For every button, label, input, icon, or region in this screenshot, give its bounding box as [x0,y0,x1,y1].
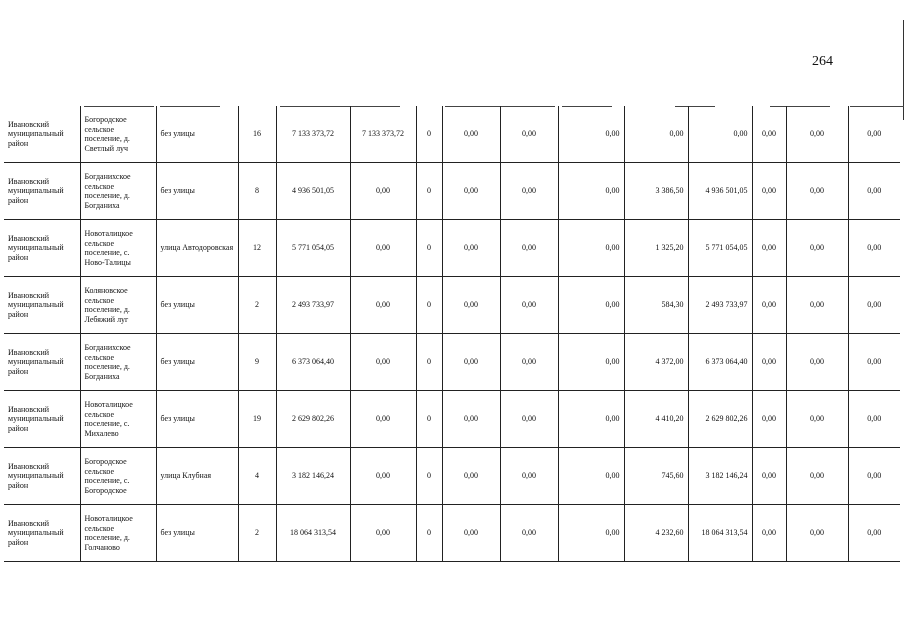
count-cell: 12 [238,220,276,277]
value-cell: 0 [416,505,442,562]
value-cell: 0 [416,106,442,163]
value-cell: 0,00 [848,391,900,448]
value-cell: 0,00 [442,505,500,562]
table-row [4,163,900,220]
value-cell: 0,00 [752,163,786,220]
value-cell: 0,00 [500,277,558,334]
value-cell: 0,00 [558,334,624,391]
count-cell: 19 [238,391,276,448]
area-cell: 0,00 [624,106,688,163]
table-row [4,277,900,334]
area-cell: 4 232,60 [624,505,688,562]
count-cell: 9 [238,334,276,391]
total-cost-cell: 6 373 064,40 [276,334,350,391]
street-cell: улица Автодоровская [156,220,238,277]
value-cell: 0,00 [558,448,624,505]
value-cell: 0,00 [350,220,416,277]
district-cell: Ивановский муниципальный район [4,277,80,334]
count-cell: 2 [238,277,276,334]
street-cell: без улицы [156,505,238,562]
area-cell: 4 410,20 [624,391,688,448]
settlement-cell: Новоталицкое сельское поселение, д. Голчаново [80,505,156,562]
value-cell: 0,00 [558,505,624,562]
value-cell: 6 373 064,40 [688,334,752,391]
street-cell: без улицы [156,106,238,163]
settlement-cell: Богородское сельское поселение, с. Богородское [80,448,156,505]
value-cell: 0,00 [848,220,900,277]
total-cost-cell: 2 629 802,26 [276,391,350,448]
value-cell: 7 133 373,72 [350,106,416,163]
value-cell: 0,00 [752,334,786,391]
total-cost-cell: 18 064 313,54 [276,505,350,562]
value-cell: 0,00 [786,163,848,220]
value-cell: 0,00 [688,106,752,163]
total-cost-cell: 2 493 733,97 [276,277,350,334]
area-cell: 584,30 [624,277,688,334]
value-cell: 0,00 [752,391,786,448]
value-cell: 0 [416,334,442,391]
value-cell: 0,00 [786,505,848,562]
value-cell: 0,00 [350,277,416,334]
value-cell: 0,00 [500,163,558,220]
value-cell: 0,00 [442,334,500,391]
value-cell: 0,00 [752,277,786,334]
value-cell: 0,00 [786,277,848,334]
value-cell: 18 064 313,54 [688,505,752,562]
table-row [4,106,900,163]
value-cell: 0,00 [500,220,558,277]
value-cell: 0,00 [500,391,558,448]
value-cell: 0,00 [558,220,624,277]
value-cell: 0,00 [752,448,786,505]
page-number: 264 [812,54,833,69]
value-cell: 0,00 [442,277,500,334]
data-table [4,106,900,562]
value-cell: 2 629 802,26 [688,391,752,448]
value-cell: 0,00 [558,106,624,163]
district-cell: Ивановский муниципальный район [4,163,80,220]
value-cell: 0 [416,163,442,220]
settlement-cell: Богданихское сельское поселение, д. Богданиха [80,163,156,220]
value-cell: 0,00 [558,391,624,448]
settlement-cell: Новоталицкое сельское поселение, с. Ново-Талицы [80,220,156,277]
table-row [4,334,900,391]
settlement-cell: Новоталицкое сельское поселение, с. Михалево [80,391,156,448]
value-cell: 0,00 [442,163,500,220]
settlement-cell: Коляновское сельское поселение, д. Лебяжий луг [80,277,156,334]
value-cell: 0,00 [848,505,900,562]
value-cell: 0,00 [786,391,848,448]
value-cell: 0,00 [500,106,558,163]
value-cell: 0,00 [350,391,416,448]
district-cell: Ивановский муниципальный район [4,106,80,163]
district-cell: Ивановский муниципальный район [4,391,80,448]
street-cell: без улицы [156,277,238,334]
value-cell: 0,00 [848,106,900,163]
street-cell: улица Клубная [156,448,238,505]
value-cell: 0,00 [442,220,500,277]
value-cell: 4 936 501,05 [688,163,752,220]
district-cell: Ивановский муниципальный район [4,448,80,505]
value-cell: 0,00 [786,334,848,391]
value-cell: 0,00 [786,448,848,505]
street-cell: без улицы [156,163,238,220]
value-cell: 0,00 [558,163,624,220]
area-cell: 3 386,50 [624,163,688,220]
margin-rule [903,20,904,120]
value-cell: 0,00 [848,448,900,505]
table-row [4,220,900,277]
value-cell: 0,00 [752,106,786,163]
value-cell: 0,00 [786,106,848,163]
value-cell: 0,00 [500,334,558,391]
value-cell: 3 182 146,24 [688,448,752,505]
street-cell: без улицы [156,334,238,391]
count-cell: 2 [238,505,276,562]
value-cell: 0,00 [350,505,416,562]
table-row [4,505,900,562]
total-cost-cell: 3 182 146,24 [276,448,350,505]
district-cell: Ивановский муниципальный район [4,220,80,277]
settlement-cell: Богданихское сельское поселение, д. Богданиха [80,334,156,391]
district-cell: Ивановский муниципальный район [4,334,80,391]
total-cost-cell: 7 133 373,72 [276,106,350,163]
total-cost-cell: 4 936 501,05 [276,163,350,220]
value-cell: 0 [416,277,442,334]
count-cell: 8 [238,163,276,220]
value-cell: 0,00 [848,163,900,220]
value-cell: 0,00 [350,334,416,391]
value-cell: 0 [416,220,442,277]
area-cell: 4 372,00 [624,334,688,391]
value-cell: 2 493 733,97 [688,277,752,334]
settlement-cell: Богородское сельское поселение, д. Светлый луч [80,106,156,163]
value-cell: 0,00 [442,106,500,163]
count-cell: 4 [238,448,276,505]
value-cell: 0,00 [558,277,624,334]
table-row [4,391,900,448]
value-cell: 0 [416,448,442,505]
value-cell: 5 771 054,05 [688,220,752,277]
value-cell: 0,00 [752,505,786,562]
value-cell: 0,00 [848,277,900,334]
area-cell: 745,60 [624,448,688,505]
value-cell: 0,00 [350,448,416,505]
value-cell: 0,00 [752,220,786,277]
value-cell: 0,00 [442,448,500,505]
district-cell: Ивановский муниципальный район [4,505,80,562]
total-cost-cell: 5 771 054,05 [276,220,350,277]
value-cell: 0,00 [500,505,558,562]
value-cell: 0,00 [442,391,500,448]
value-cell: 0,00 [786,220,848,277]
count-cell: 16 [238,106,276,163]
value-cell: 0 [416,391,442,448]
table-row [4,448,900,505]
area-cell: 1 325,20 [624,220,688,277]
value-cell: 0,00 [500,448,558,505]
value-cell: 0,00 [848,334,900,391]
value-cell: 0,00 [350,163,416,220]
street-cell: без улицы [156,391,238,448]
